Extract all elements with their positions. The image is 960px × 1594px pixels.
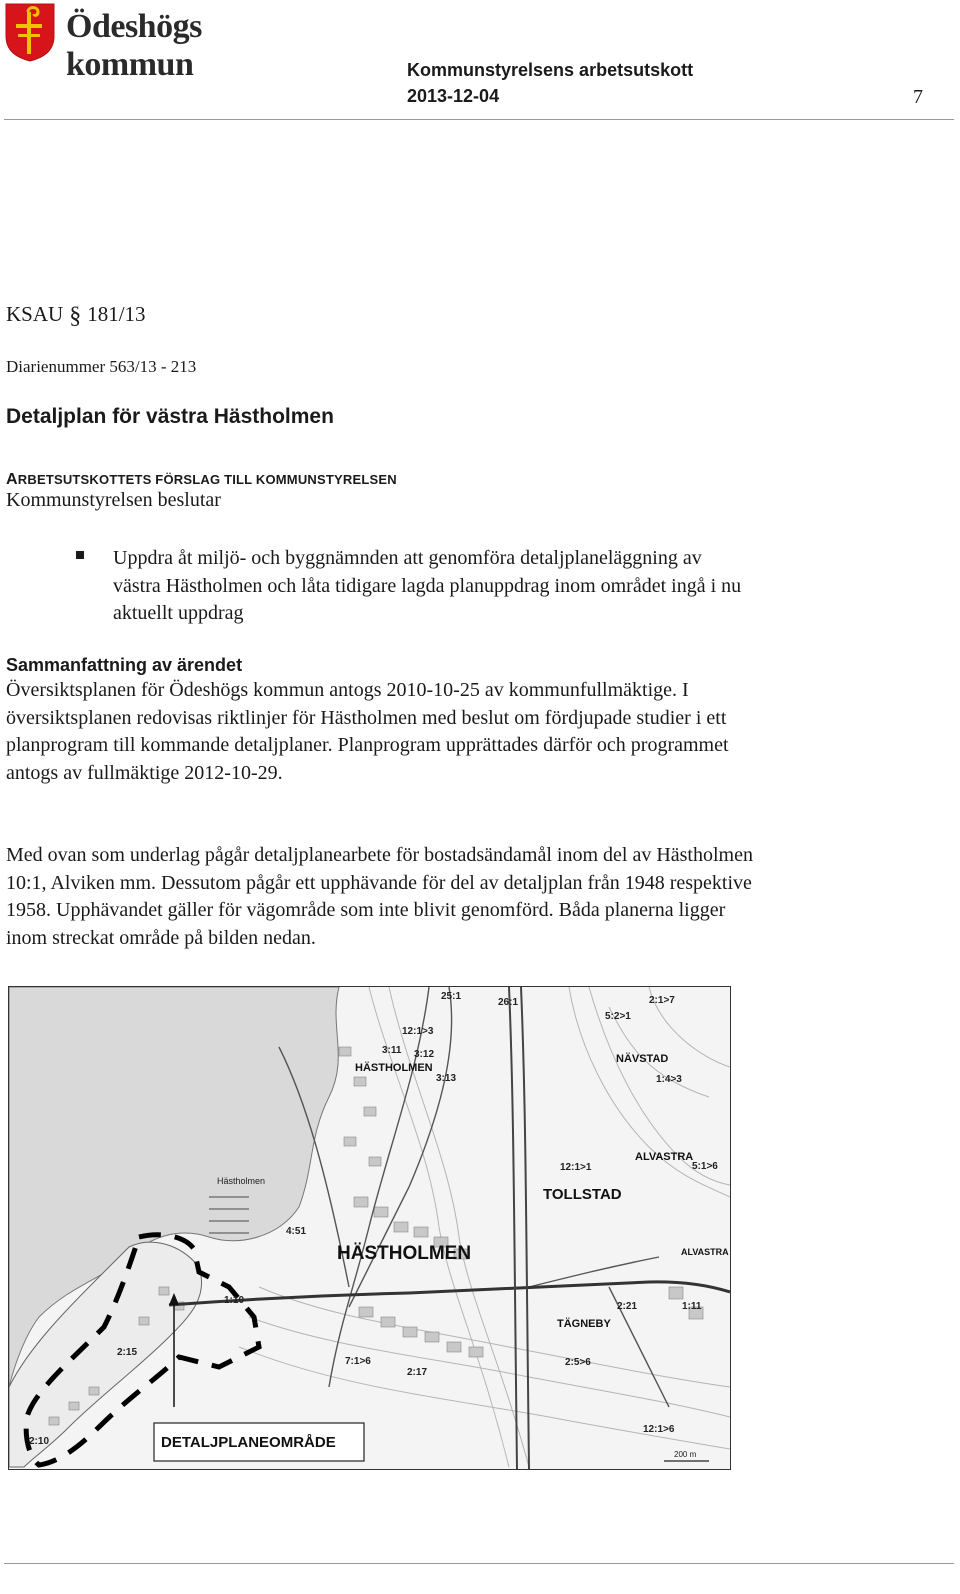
parcel-label: 3:11 <box>382 1045 402 1056</box>
alvastra-secondary-label: ALVASTRA <box>681 1247 729 1257</box>
ksau-prefix: KSAU <box>6 302 64 326</box>
ksau-number: 181/13 <box>87 302 146 326</box>
hastholmen-water-label: Hästholmen <box>217 1176 266 1186</box>
proposal-heading-initial: A <box>6 471 18 488</box>
parcel-label: 2:1>7 <box>649 995 675 1006</box>
summary-paragraph-1: Översiktsplanen för Ödeshögs kommun antogs 2010-10-25 av kommunfullmäktige. I översiktsplanen redovisas riktlinjer för Hästholmen med beslut om fördjupade studier i ett planprogram till kommande detaljplaner. Planprogram upprättades därför och programmet antogs av fullmäktige 2012-10-29. <box>6 679 729 784</box>
parcel-label: 3:13 <box>436 1073 457 1084</box>
parcel-label: 5:2>1 <box>605 1011 631 1022</box>
summary-heading: Sammanfattning av ärendet <box>6 655 243 675</box>
hastholmen-small-label: HÄSTHOLMEN <box>355 1062 433 1074</box>
tageby-label: TÄGNEBY <box>557 1318 611 1330</box>
header-organization: Kommunstyrelsens arbetsutskott <box>407 60 694 80</box>
municipality-logo <box>4 2 304 83</box>
proposal-heading <box>6 471 397 489</box>
navstad-label: NÄVSTAD <box>616 1053 669 1065</box>
parcel-label: 25:1 <box>441 991 462 1002</box>
footer-divider <box>4 1563 954 1564</box>
parcel-label: 3:12 <box>414 1049 435 1060</box>
logo-text: Ödeshögs kommun <box>66 8 202 83</box>
coat-of-arms-icon <box>4 2 60 62</box>
parcel-label: 1:11 <box>682 1301 702 1312</box>
parcel-label: 12:1>3 <box>402 1026 434 1037</box>
alvastra-label: ALVASTRA <box>635 1151 694 1163</box>
parcel-label: 2:5>6 <box>565 1357 591 1368</box>
header-date: 2013-12-04 <box>407 86 500 106</box>
scale-label: 200 m <box>674 1450 697 1459</box>
diarienummer: Diarienummer 563/13 - 213 <box>6 357 197 376</box>
parcel-label: 2:21 <box>617 1301 638 1312</box>
map-drawing <box>9 987 730 1469</box>
proposal-heading-rest: RBETSUTSKOTTETS FÖRSLAG TILL KOMMUNSTYRELSEN <box>17 472 397 487</box>
parcel-label: 4:51 <box>286 1226 307 1237</box>
tollstad-label: TOLLSTAD <box>543 1186 622 1203</box>
case-reference <box>6 302 146 330</box>
case-title: Detaljplan för västra Hästholmen <box>6 405 334 428</box>
parcel-label: 2:10 <box>29 1436 50 1447</box>
parcel-label: 1:10 <box>224 1295 245 1306</box>
parcel-label: 26:1 <box>498 997 519 1008</box>
proposal-intro: Kommunstyrelsen beslutar <box>6 489 221 511</box>
section-mark-icon: § <box>69 303 82 329</box>
header-divider <box>4 119 954 120</box>
page-number: 7 <box>913 86 923 108</box>
summary-paragraph-2: Med ovan som underlag pågår detaljplanearbete för bostadsändamål inom del av Hästholmen 10:1, Alviken mm. Dessutom pågår ett upphävande för del av detaljplan från 1948 respektive 1958. Upphävandet gäller för vägområde som inte blivit genomförd. Båda planerna ligger inom streckat område på bilden nedan. <box>6 844 753 949</box>
area-map <box>8 986 731 1470</box>
detaljplaneomrade-label: DETALJPLANEOMRÅDE <box>161 1434 336 1451</box>
bullet-text: Uppdra åt miljö- och byggnämnden att genomföra detaljplaneläggning av västra Hästholmen och låta tidigare lagda planuppdrag inom området ingå i nu aktuellt uppdrag <box>113 547 742 624</box>
parcel-label: 2:17 <box>407 1367 428 1378</box>
parcel-label: 7:1>6 <box>345 1356 371 1367</box>
parcel-label: 5:1>6 <box>692 1161 718 1172</box>
bullet-square-icon <box>76 551 84 559</box>
parcel-label: 1:4>3 <box>656 1074 682 1085</box>
page-header <box>0 0 960 120</box>
parcel-label: 12:1>1 <box>560 1162 592 1173</box>
parcel-label: 2:15 <box>117 1347 138 1358</box>
parcel-label: 12:1>6 <box>643 1424 675 1435</box>
hastholmen-big-label: HÄSTHOLMEN <box>337 1243 472 1264</box>
